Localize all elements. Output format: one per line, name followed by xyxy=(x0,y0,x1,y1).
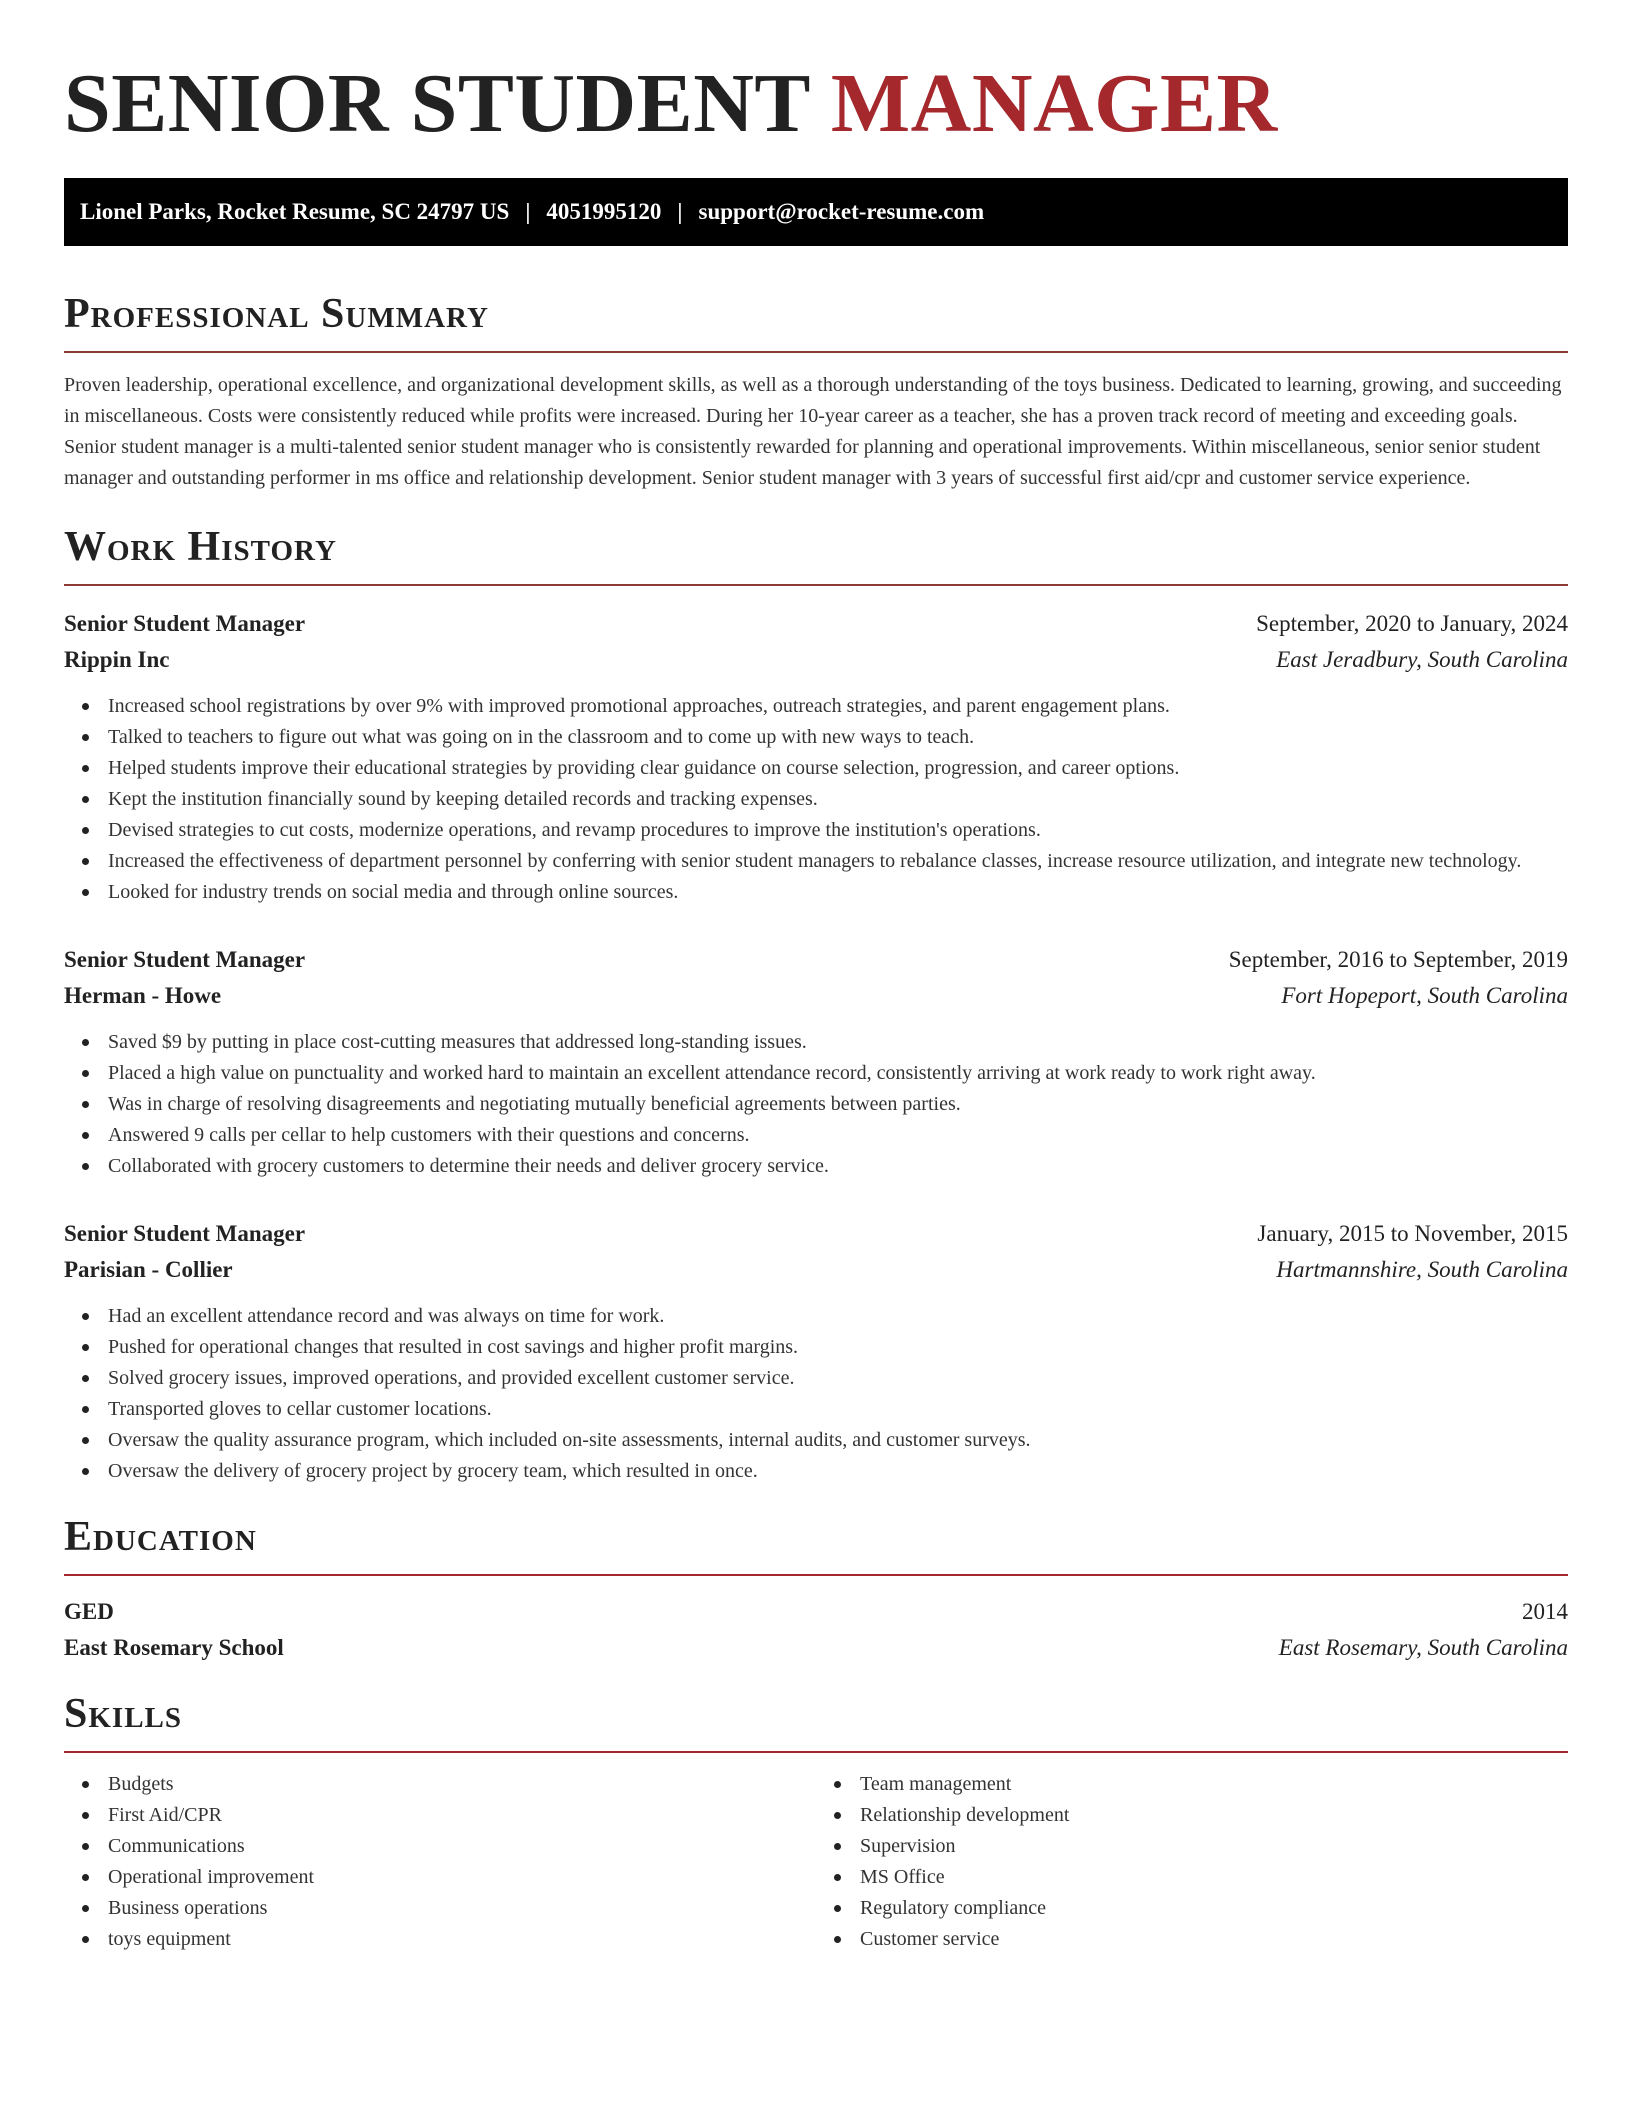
job-company: Parisian - Collier xyxy=(64,1257,233,1282)
contact-phone: 4051995120 xyxy=(546,199,662,224)
job-dates: September, 2020 to January, 2024 xyxy=(1256,611,1568,636)
skill-item: toys equipment xyxy=(64,1924,816,1955)
job-bullet: Collaborated with grocery customers to determine their needs and deliver grocery service. xyxy=(64,1151,1568,1182)
job-bullet: Looked for industry trends on social media and through online sources. xyxy=(64,877,1568,908)
education-row xyxy=(64,1630,1568,1666)
job-dates: January, 2015 to November, 2015 xyxy=(1257,1221,1568,1246)
title-main: SENIOR STUDENT xyxy=(64,57,810,150)
section-heading-summary: Professional Summary xyxy=(64,291,489,337)
skill-item: MS Office xyxy=(816,1862,1568,1893)
job-entry xyxy=(64,606,1568,908)
skills-columns xyxy=(64,1769,1568,1955)
job-bullet: Oversaw the quality assurance program, which included on-site assessments, internal audits, and customer surveys. xyxy=(64,1425,1568,1456)
skill-item: Team management xyxy=(816,1769,1568,1800)
job-header xyxy=(64,1216,1568,1288)
job-title: Senior Student Manager xyxy=(64,947,306,972)
job-bullet: Pushed for operational changes that resulted in cost savings and higher profit margins. xyxy=(64,1332,1568,1363)
resume-title xyxy=(64,0,1568,152)
skill-item: Regulatory compliance xyxy=(816,1893,1568,1924)
section-heading-work-history: Work History xyxy=(64,524,337,570)
job-company: Herman - Howe xyxy=(64,983,222,1008)
education-row xyxy=(64,1594,1568,1630)
skill-item: Customer service xyxy=(816,1924,1568,1955)
job-company-row xyxy=(64,642,1568,678)
job-bullet: Had an excellent attendance record and was always on time for work. xyxy=(64,1301,1568,1332)
job-title-row xyxy=(64,942,1568,978)
section-divider xyxy=(64,1751,1568,1753)
job-entry xyxy=(64,1216,1568,1487)
job-bullet: Solved grocery issues, improved operations, and provided excellent customer service. xyxy=(64,1363,1568,1394)
job-title: Senior Student Manager xyxy=(64,611,306,636)
job-entry xyxy=(64,942,1568,1182)
job-bullet: Increased school registrations by over 9% with improved promotional approaches, outreach strategies, and parent engagement plans. xyxy=(64,691,1568,722)
job-company-row xyxy=(64,978,1568,1014)
job-bullet-list xyxy=(64,1027,1568,1182)
job-bullet: Talked to teachers to figure out what was going on in the classroom and to come up with new ways to teach. xyxy=(64,722,1568,753)
skills-list-left xyxy=(64,1769,816,1955)
job-bullet: Helped students improve their educational strategies by providing clear guidance on course selection, progression, and career options. xyxy=(64,753,1568,784)
skill-item: Operational improvement xyxy=(64,1862,816,1893)
job-title: Senior Student Manager xyxy=(64,1221,306,1246)
job-dates: September, 2016 to September, 2019 xyxy=(1228,947,1568,972)
contact-separator: | xyxy=(525,199,531,224)
job-bullet-list xyxy=(64,1301,1568,1487)
skills-list-right xyxy=(816,1769,1568,1955)
education-location: East Rosemary, South Carolina xyxy=(1278,1635,1568,1660)
section-divider xyxy=(64,1574,1568,1576)
skill-item: First Aid/CPR xyxy=(64,1800,816,1831)
job-bullet: Increased the effectiveness of department personnel by conferring with senior student managers to rebalance classes, increase resource utilization, and integrate new technology. xyxy=(64,846,1568,877)
job-bullet: Saved $9 by putting in place cost-cutting measures that addressed long-standing issues. xyxy=(64,1027,1568,1058)
job-bullet: Transported gloves to cellar customer locations. xyxy=(64,1394,1568,1425)
job-bullet: Answered 9 calls per cellar to help customers with their questions and concerns. xyxy=(64,1120,1568,1151)
job-title-row xyxy=(64,1216,1568,1252)
job-bullet: Kept the institution financially sound by keeping detailed records and tracking expenses. xyxy=(64,784,1568,815)
job-location: Hartmannshire, South Carolina xyxy=(1276,1257,1568,1282)
section-heading-education: Education xyxy=(64,1514,257,1560)
section-divider xyxy=(64,351,1568,353)
work-history-list xyxy=(64,606,1568,1487)
contact-email: support@rocket-resume.com xyxy=(698,199,985,224)
title-accent: MANAGER xyxy=(830,57,1278,150)
education-degree: GED xyxy=(64,1599,114,1624)
contact-separator: | xyxy=(677,199,683,224)
job-bullet: Was in charge of resolving disagreements and negotiating mutually beneficial agreements between parties. xyxy=(64,1089,1568,1120)
job-bullet-list xyxy=(64,691,1568,908)
job-location: East Jeradbury, South Carolina xyxy=(1276,647,1568,672)
job-title-row xyxy=(64,606,1568,642)
job-location: Fort Hopeport, South Carolina xyxy=(1281,983,1568,1008)
skill-item: Supervision xyxy=(816,1831,1568,1862)
job-bullet: Devised strategies to cut costs, modernize operations, and revamp procedures to improve the institution's operations. xyxy=(64,815,1568,846)
education-entry xyxy=(64,1594,1568,1666)
section-divider xyxy=(64,584,1568,586)
contact-bar xyxy=(64,178,1568,246)
summary-text: Proven leadership, operational excellence, and organizational development skills, as well as a thorough understanding of the toys business. Dedicated to learning, growing, and succeeding in miscellaneous. Costs were consistently reduced while profits were increased. During her 10-year career as a teacher, she has a proven track record of meeting and exceeding goals. Senior student manager is a multi-talented senior student manager who is consistently rewarded for planning and operational improvements. Within miscellaneous, senior senior student manager and outstanding performer in ms office and relationship development. Senior student manager with 3 years of successful first aid/cpr and customer service experience. xyxy=(64,374,1562,489)
job-header xyxy=(64,942,1568,1014)
education-year: 2014 xyxy=(1522,1599,1568,1624)
skill-item: Budgets xyxy=(64,1769,816,1800)
contact-address: Lionel Parks, Rocket Resume, SC 24797 US xyxy=(80,199,510,224)
job-company: Rippin Inc xyxy=(64,647,170,672)
job-bullet: Placed a high value on punctuality and worked hard to maintain an excellent attendance record, consistently arriving at work ready to work right away. xyxy=(64,1058,1568,1089)
section-heading-skills: Skills xyxy=(64,1691,183,1737)
skill-item: Business operations xyxy=(64,1893,816,1924)
education-school: East Rosemary School xyxy=(64,1635,284,1660)
job-bullet: Oversaw the delivery of grocery project by grocery team, which resulted in once. xyxy=(64,1456,1568,1487)
job-company-row xyxy=(64,1252,1568,1288)
skill-item: Relationship development xyxy=(816,1800,1568,1831)
job-header xyxy=(64,606,1568,678)
skill-item: Communications xyxy=(64,1831,816,1862)
